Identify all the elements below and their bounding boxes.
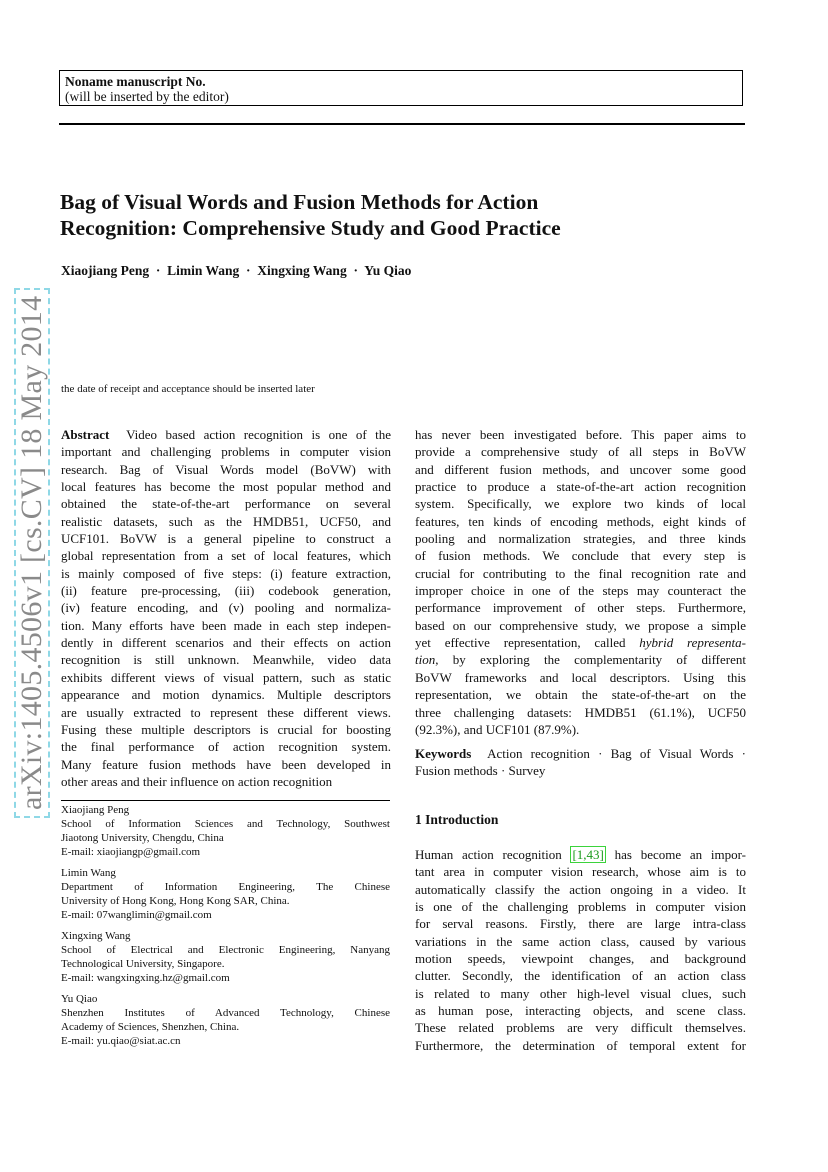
affiliation-name: Yu Qiao — [61, 993, 98, 1005]
hybrid-representation-term: hybrid representa- — [639, 635, 746, 651]
abstract-line: important and challenging problems in computer vision — [61, 444, 391, 460]
affiliation-name: Xingxing Wang — [61, 930, 131, 942]
abstract-left-column — [61, 426, 391, 790]
abstract-line: has never been investigated before. This paper aims to — [415, 427, 746, 442]
intro-line-1 — [415, 846, 746, 863]
header-rule — [59, 123, 745, 125]
abstract-line: obtained the state-of-the-art performance on several — [61, 496, 391, 512]
intro-line: These related problems are very difficult themselves. — [415, 1020, 746, 1036]
abstract-line: Many feature fusion methods have been developed in — [61, 756, 391, 772]
affiliation-address: Academy of Sciences, Shenzhen, China. — [61, 1021, 240, 1033]
abstract-line: appearance and motion dynamics. Multiple descriptors — [61, 687, 391, 703]
affiliation-email: E-mail: xiaojiangp@gmail.com — [61, 846, 201, 858]
abstract-line: Abstract Video based action recognition is one of the — [61, 427, 391, 442]
intro-line: tant area in computer vision research, whose aim is to — [415, 864, 746, 880]
intro-line: automatically classify the action ongoing in a video. It — [415, 881, 746, 897]
affiliation-block — [61, 992, 390, 1048]
keywords-line-1: Action recognition · Bag of Visual Words · — [487, 746, 746, 761]
abstract-line: (92.3%), and UCF101 (87.9%). — [415, 721, 580, 737]
affiliation-email: E-mail: yu.qiao@siat.ac.cn — [61, 1035, 181, 1047]
affiliation-address: Technological University, Singapore. — [61, 958, 225, 970]
abstract-line: is mainly composed of five steps: (i) feature extraction, — [61, 565, 391, 581]
manuscript-number-label: Noname manuscript No. — [65, 74, 206, 89]
title-line-2: Recognition: Comprehensive Study and Good Practice — [60, 216, 561, 240]
keywords-heading: Keywords — [415, 746, 472, 761]
abstract-line: and different fusion methods, and uncover some good — [415, 461, 746, 477]
abstract-line: practice to produce a state-of-the-art action recognition — [415, 479, 746, 495]
abstract-line: dently in different scenarios and their effects on action — [61, 635, 391, 651]
title-line-1: Bag of Visual Words and Fusion Methods for Action — [60, 190, 539, 214]
abstract-line: based on our comprehensive study, we propose a simple — [415, 617, 746, 633]
keywords-section — [415, 745, 746, 780]
abstract-line: the final performance of action recognition system. — [61, 739, 391, 755]
abstract-line: research. Bag of Visual Words model (BoVW) with — [61, 461, 391, 477]
abstract-line: three challenging datasets: HMDB51 (61.1%), UCF50 — [415, 704, 746, 720]
abstract-line: system. Specifically, we explore two kinds of local — [415, 496, 746, 512]
abstract-line: representation, we obtain the state-of-the-art on the — [415, 687, 746, 703]
abstract-line: (iv) feature encoding, and (v) pooling and normaliza- — [61, 600, 391, 616]
affiliation-name: Limin Wang — [61, 867, 116, 879]
keywords-line-2: Fusion methods · Survey — [415, 763, 546, 779]
abstract-line: (ii) feature pre-processing, (iii) codebook generation, — [61, 583, 391, 599]
intro-line: variations in the same action class, caused by various — [415, 933, 746, 949]
abstract-line: Fusing these multiple descriptors is crucial for boosting — [61, 721, 391, 737]
abstract-line: are usually extracted to represent these different views. — [61, 704, 391, 720]
intro-line: is one of the challenging problems in computer vision — [415, 899, 746, 915]
abstract-line: global representation from a set of local features, which — [61, 548, 391, 564]
introduction-body — [415, 846, 746, 1054]
affiliation-address: School of Electrical and Electronic Engineering, Nanyang — [61, 944, 390, 956]
intro-line: is related to many other high-level visual clues, such — [415, 985, 746, 1001]
abstract-line: pooling and normalization strategies, and three kinds — [415, 531, 746, 547]
affiliation-address: Jiaotong University, Chengdu, China — [61, 832, 224, 844]
abstract-line: UCF101. BoVW is a general pipeline to construct a — [61, 531, 391, 547]
manuscript-info-box — [59, 70, 743, 106]
abstract-heading: Abstract — [61, 427, 110, 442]
intro-line: Furthermore, the determination of temporal extent for — [415, 1037, 746, 1053]
affiliation-address: University of Hong Kong, Hong Kong SAR, China. — [61, 895, 290, 907]
affiliation-name: Xiaojiang Peng — [61, 804, 130, 816]
author-list: Xiaojiang Peng · Limin Wang · Xingxing Wang · Yu Qiao — [61, 263, 412, 278]
intro-line: as human pose, interacting objects, and scene class. — [415, 1003, 746, 1019]
intro-line: for serval reasons. Firstly, there are large intra-class — [415, 916, 746, 932]
abstract-line: of fusion methods. We conclude that every step is — [415, 548, 746, 564]
abstract-line: crucial for contributing to the final recognition rate and — [415, 565, 746, 581]
abstract-line: realistic datasets, such as the HMDB51, UCF50, and — [61, 513, 391, 529]
hybrid-representation-term: tion — [415, 652, 436, 668]
affiliation-address: School of Information Sciences and Technology, Southwest — [61, 818, 390, 830]
intro-text: Human action recognition — [415, 847, 562, 862]
affiliation-address: Department of Information Engineering, The Chinese — [61, 881, 390, 893]
abstract-line: provide a comprehensive study of all steps in BoVW — [415, 444, 746, 460]
abstract-line: performance improvement of other steps. Furthermore, — [415, 600, 746, 616]
abstract-line: other areas and their influence on action recognition — [61, 773, 333, 789]
arxiv-stamp-text[interactable]: arXiv:1405.4506v1 [cs.CV] 18 May 2014 — [14, 288, 50, 818]
affiliation-block — [61, 929, 390, 985]
citation-link[interactable]: [1,43] — [572, 847, 604, 862]
affiliation-block — [61, 803, 390, 859]
intro-text: has become an impor- — [614, 847, 746, 862]
abstract-line: exhibits different views of visual pattern, such as static — [61, 669, 391, 685]
intro-line: motion speeds, viewpoint changes, and background — [415, 951, 746, 967]
footnote-rule — [61, 800, 390, 801]
received-note: the date of receipt and acceptance should be inserted later — [61, 383, 315, 395]
paper-title — [60, 189, 740, 241]
abstract-line: tion. Many efforts have been made in each step indepen- — [61, 617, 391, 633]
abstract-line: improper choice in one of the steps may counteract the — [415, 583, 746, 599]
abstract-line: local features has become the most popular method and — [61, 479, 391, 495]
introduction-heading: 1 Introduction — [415, 812, 499, 827]
affiliation-address: Shenzhen Institutes of Advanced Technology, Chinese — [61, 1007, 390, 1019]
editor-note: (will be inserted by the editor) — [65, 89, 229, 104]
affiliation-block — [61, 866, 390, 922]
affiliation-email: E-mail: 07wanglimin@gmail.com — [61, 909, 212, 921]
abstract-line: yet effective representation, called hybrid representa- — [415, 635, 746, 651]
abstract-right-column — [415, 426, 746, 738]
abstract-line: recognition is still unknown. Meanwhile, video data — [61, 652, 391, 668]
abstract-line: tion, by exploring the complementarity of different — [415, 652, 746, 668]
affiliation-email: E-mail: wangxingxing.hz@gmail.com — [61, 972, 230, 984]
abstract-line: features, ten kinds of encoding methods, eight kinds of — [415, 513, 746, 529]
abstract-line: BoVW frameworks and local descriptors. Using this — [415, 669, 746, 685]
intro-line: clutter. Secondly, the identification of an action class — [415, 968, 746, 984]
